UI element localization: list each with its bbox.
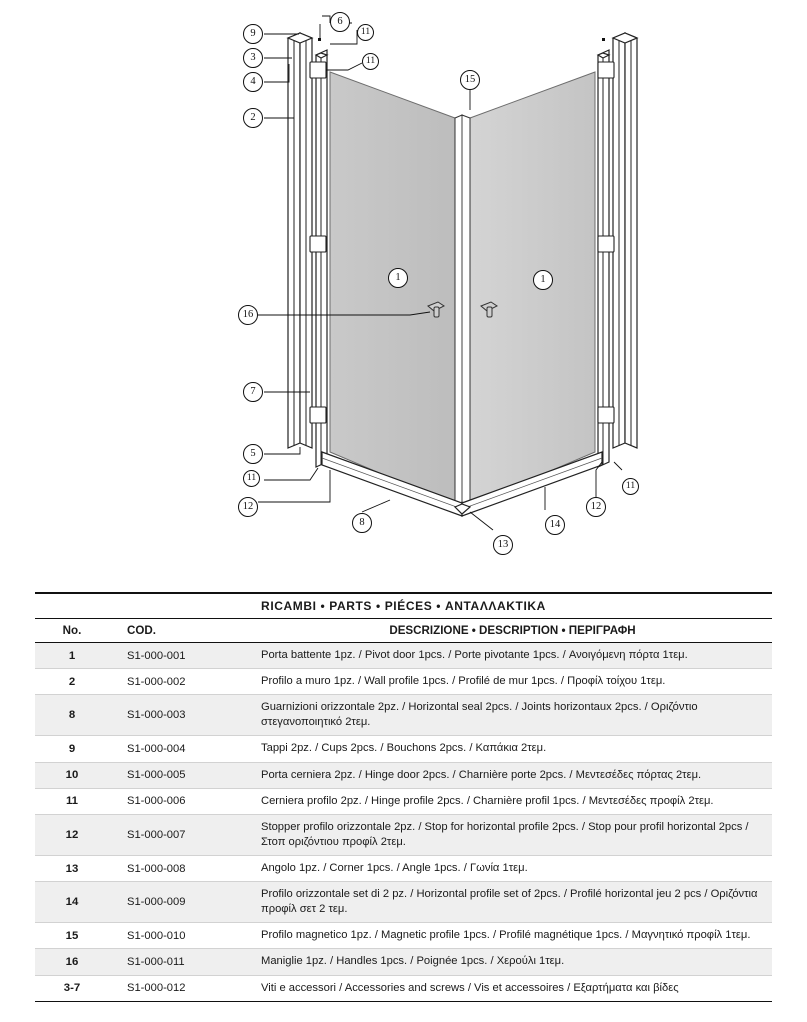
- row-no: 16: [35, 949, 109, 975]
- row-no: 12: [35, 814, 109, 855]
- parts-table: [35, 592, 772, 1002]
- row-desc: Guarnizioni orizzontale 2pz. / Horizontal seal 2pcs. / Joints horizontaux 2pcs. / Οριζόντιο στεγανοποιητικό 2τεμ.: [253, 695, 772, 736]
- table-row: [35, 814, 772, 855]
- table-title-row: [35, 593, 772, 619]
- table-title: RICAMBI • PARTS • PIÉCES • ΑΝΤΑΛΛΑΚΤΙΚΑ: [35, 593, 772, 619]
- callout-11-right: 11: [622, 478, 639, 495]
- row-cod: S1-000-007: [109, 814, 253, 855]
- row-desc: Porta battente 1pz. / Pivot door 1pcs. / Porte pivotante 1pcs. / Ανοιγόμενη πόρτα 1τεμ.: [253, 643, 772, 669]
- callout-16: 16: [238, 305, 258, 325]
- callout-11-lower: 11: [243, 470, 260, 487]
- row-cod: S1-000-009: [109, 882, 253, 923]
- row-no: 13: [35, 855, 109, 881]
- callout-7: 7: [243, 382, 263, 402]
- table-row: [35, 695, 772, 736]
- row-no: 1: [35, 643, 109, 669]
- row-desc: Porta cerniera 2pz. / Hinge door 2pcs. / Charnière porte 2pcs. / Μεντεσέδες πόρτας 2τεμ.: [253, 762, 772, 788]
- callout-4: 4: [243, 72, 263, 92]
- row-desc: Profilo magnetico 1pz. / Magnetic profile 1pcs. / Profilé magnétique 1pcs. / Μαγνητικό προφίλ 1τεμ.: [253, 923, 772, 949]
- table-row: [35, 975, 772, 1001]
- row-cod: S1-000-006: [109, 788, 253, 814]
- row-no: 8: [35, 695, 109, 736]
- row-desc: Cerniera profilo 2pz. / Hinge profile 2pcs. / Charnière profil 1pcs. / Μεντεσέδες προφίλ 2τεμ.: [253, 788, 772, 814]
- row-desc: Tappi 2pz. / Cups 2pcs. / Bouchons 2pcs. / Καπάκια 2τεμ.: [253, 736, 772, 762]
- row-cod: S1-000-002: [109, 669, 253, 695]
- row-no: 10: [35, 762, 109, 788]
- table-row: [35, 669, 772, 695]
- callout-14: 14: [545, 515, 565, 535]
- row-cod: S1-000-003: [109, 695, 253, 736]
- table-row: [35, 923, 772, 949]
- row-cod: S1-000-005: [109, 762, 253, 788]
- header-cod: COD.: [109, 619, 253, 643]
- table-row: [35, 949, 772, 975]
- row-cod: S1-000-004: [109, 736, 253, 762]
- header-no: No.: [35, 619, 109, 643]
- callout-5: 5: [243, 444, 263, 464]
- callout-11-top: 11: [357, 24, 374, 41]
- row-no: 9: [35, 736, 109, 762]
- callout-3: 3: [243, 48, 263, 68]
- callout-9: 9: [243, 24, 263, 44]
- parts-table-wrapper: [35, 592, 772, 1002]
- callout-11-upper: 11: [362, 53, 379, 70]
- table-row: [35, 736, 772, 762]
- row-desc: Maniglie 1pz. / Handles 1pcs. / Poignée 1pcs. / Χερούλι 1τεμ.: [253, 949, 772, 975]
- callout-2: 2: [243, 108, 263, 128]
- row-desc: Viti e accessori / Accessories and screws / Vis et accessoires / Εξαρτήματα και βίδες: [253, 975, 772, 1001]
- row-desc: Angolo 1pz. / Corner 1pcs. / Angle 1pcs. / Γωνία 1τεμ.: [253, 855, 772, 881]
- callout-6: 6: [330, 12, 350, 32]
- row-cod: S1-000-008: [109, 855, 253, 881]
- callout-12-left: 12: [238, 497, 258, 517]
- callout-15: 15: [460, 70, 480, 90]
- row-no: 14: [35, 882, 109, 923]
- callout-8: 8: [352, 513, 372, 533]
- row-desc: Stopper profilo orizzontale 2pz. / Stop for horizontal profile 2pcs. / Stop pour profil horizontal 2pcs / Στοπ οριζόντιου προφίλ 2τεμ.: [253, 814, 772, 855]
- row-cod: S1-000-001: [109, 643, 253, 669]
- table-row: [35, 855, 772, 881]
- row-cod: S1-000-010: [109, 923, 253, 949]
- callout-1-right: 1: [533, 270, 553, 290]
- callout-13: 13: [493, 535, 513, 555]
- table-row: [35, 788, 772, 814]
- row-no: 2: [35, 669, 109, 695]
- row-cod: S1-000-011: [109, 949, 253, 975]
- row-desc: Profilo orizzontale set di 2 pz. / Horizontal profile set of 2pcs. / Profilé horizontal jeu 2 pcs / Οριζόντια προφίλ σετ 2 τεμ.: [253, 882, 772, 923]
- header-desc: DESCRIZIONE • DESCRIPTION • ΠΕΡΙΓΡΑΦΗ: [253, 619, 772, 643]
- table-header-row: [35, 619, 772, 643]
- row-no: 3-7: [35, 975, 109, 1001]
- row-no: 11: [35, 788, 109, 814]
- table-row: [35, 643, 772, 669]
- row-desc: Profilo a muro 1pz. / Wall profile 1pcs. / Profilé de mur 1pcs. / Προφίλ τοίχου 1τεμ.: [253, 669, 772, 695]
- table-row: [35, 762, 772, 788]
- callout-1-left: 1: [388, 268, 408, 288]
- callout-12-right: 12: [586, 497, 606, 517]
- row-cod: S1-000-012: [109, 975, 253, 1001]
- table-row: [35, 882, 772, 923]
- row-no: 15: [35, 923, 109, 949]
